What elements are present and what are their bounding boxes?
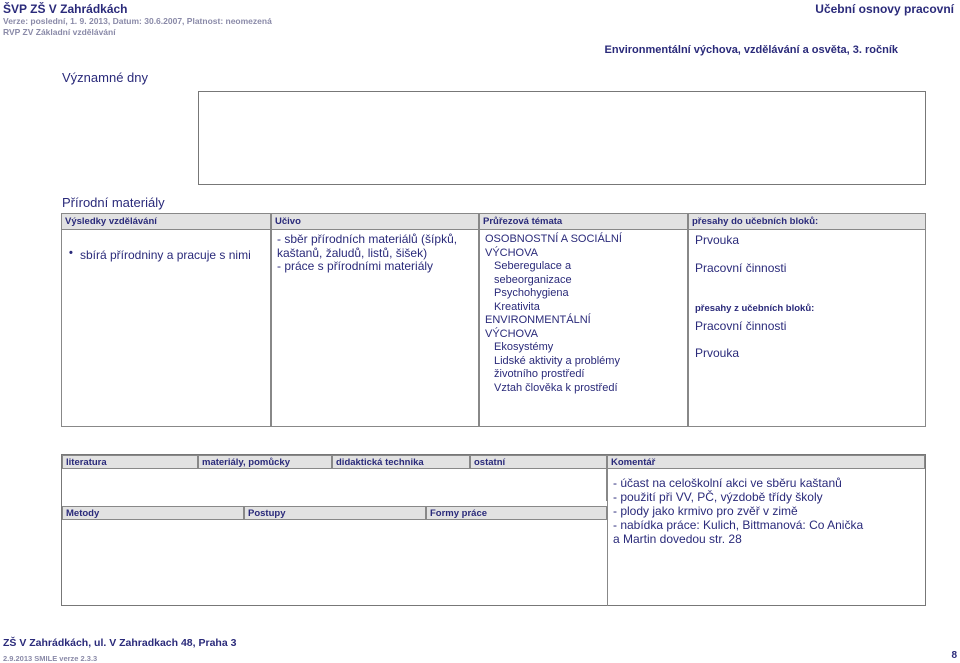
col-header-themes: Průřezová témata <box>479 213 688 230</box>
content-cell <box>271 230 479 427</box>
literature-header: literatura <box>62 455 198 469</box>
document-type: Učební osnovy pracovní <box>815 2 954 16</box>
content-line: - práce s přírodními materiály <box>277 259 434 273</box>
comment-divider <box>607 469 608 606</box>
procedures-header: Postupy <box>244 506 426 520</box>
theme-line: životního prostředí <box>494 368 585 380</box>
content-line: kaštanů, žaludů, listů, šišek) <box>277 245 428 260</box>
theme-line: Seberegulace a <box>494 260 572 272</box>
comment-line: a Martin dovedou str. 28 <box>613 532 742 546</box>
overlap-from-2: Prvouka <box>695 346 740 360</box>
methods-header: Metody <box>62 506 244 520</box>
theme-line: Psychohygiena <box>494 287 569 299</box>
content-lines <box>277 233 457 274</box>
overlaps-from-label: přesahy z učebních bloků: <box>695 303 815 314</box>
content-line: - sběr přírodních materiálů (šípků, <box>277 232 458 246</box>
theme-line: VÝCHOVA <box>485 327 538 340</box>
subject-heading: Environmentální výchova, vzdělávání a osvěta, 3. ročník <box>604 44 898 56</box>
theme-line: ENVIRONMENTÁLNÍ <box>485 314 591 326</box>
overlap-to-2: Pracovní činnosti <box>695 261 787 275</box>
version-line: Verze: poslední, 1. 9. 2013, Datum: 30.6.2007, Platnost: neomezená <box>3 16 272 26</box>
rvp-line: RVP ZV Základní vzdělávání <box>3 27 116 37</box>
resources-empty-row <box>62 469 607 501</box>
overlap-to-1: Prvouka <box>695 233 740 247</box>
empty-box <box>198 91 926 185</box>
col-header-outcomes: Výsledky vzdělávání <box>61 213 271 230</box>
theme-line: sebeorganizace <box>494 273 572 286</box>
col-header-overlaps: přesahy do učebních bloků: <box>688 213 926 230</box>
theme-line: Lidské aktivity a problémy <box>494 354 620 367</box>
overlap-from-1: Pracovní činnosti <box>695 319 787 333</box>
comment-line: - nabídka práce: Kulich, Bittmanová: Co Anička <box>613 518 864 532</box>
theme-line: Ekosystémy <box>494 341 554 353</box>
themes-list <box>485 233 622 395</box>
didactic-tech-header: didaktická technika <box>332 455 470 469</box>
overlaps-cell <box>688 230 926 427</box>
comment-line: - použití při VV, PČ, výzdobě třídy školy <box>613 490 823 504</box>
theme-line: OSOBNOSTNÍ A SOCIÁLNÍ <box>485 233 622 245</box>
page-number: 8 <box>951 650 957 661</box>
other-header: ostatní <box>470 455 607 469</box>
materials-header: materiály, pomůcky <box>198 455 332 469</box>
outcomes-cell <box>61 230 271 427</box>
col-header-content: Učivo <box>271 213 479 230</box>
theme-line: Vztah člověka k prostředí <box>494 381 618 394</box>
comment-text <box>613 476 863 546</box>
outcome-text: sbírá přírodniny a pracuje s nimi <box>80 248 251 262</box>
themes-cell <box>479 230 688 427</box>
bullet: • <box>69 247 73 259</box>
theme-line: VÝCHOVA <box>485 246 538 259</box>
work-forms-header: Formy práce <box>426 506 607 520</box>
resources-box <box>61 454 926 606</box>
footer-address: ZŠ V Zahrádkách, ul. V Zahradkach 48, Praha 3 <box>3 637 237 649</box>
topic-heading-1: Významné dny <box>62 70 148 85</box>
footer-date-version: 2.9.2013 SMILE verze 2.3.3 <box>3 654 98 663</box>
school-title: ŠVP ZŠ V Zahrádkách <box>3 2 128 16</box>
comment-header: Komentář <box>607 455 925 469</box>
theme-line: Kreativita <box>494 300 540 313</box>
comment-line: - účast na celoškolní akci ve sběru kaštanů <box>613 476 842 490</box>
topic-heading-2: Přírodní materiály <box>62 195 165 210</box>
comment-line: - plody jako krmivo pro zvěř v zimě <box>613 504 798 518</box>
